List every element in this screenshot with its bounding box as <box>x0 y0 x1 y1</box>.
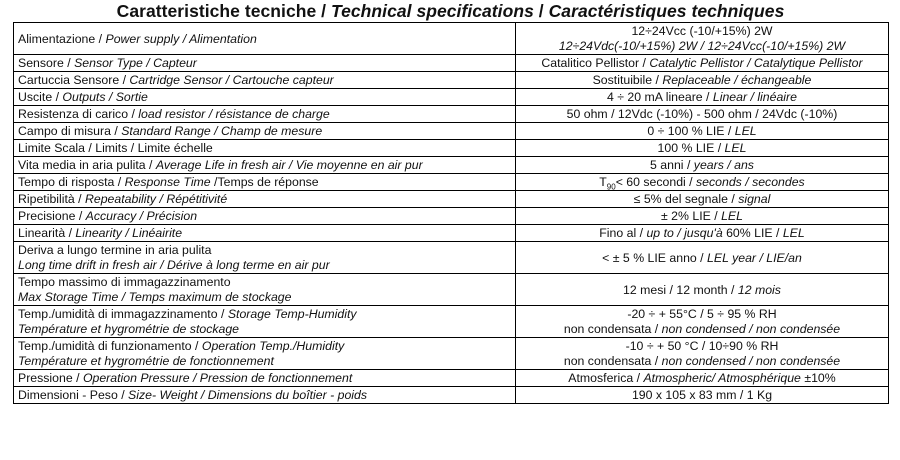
spec-value-cell <box>516 23 889 55</box>
cell-text: 50 ohm / 12Vdc (-10%) - 500 ohm / 24Vdc (-10%) <box>566 107 838 121</box>
cell-line <box>18 290 511 305</box>
cell-text: Power supply / Alimentation <box>105 31 257 46</box>
cell-text: 0 ÷ 100 % LIE / <box>647 124 735 138</box>
cell-text: Deriva a lungo termine in aria pulita <box>18 243 212 257</box>
cell-text: Température et hygrométrie de fonctionnement <box>18 353 274 368</box>
cell-text: Linearità / <box>18 226 76 240</box>
cell-line <box>520 24 884 39</box>
cell-text: 12 mois <box>737 282 781 297</box>
cell-text: T <box>599 175 607 189</box>
title-french: Caractéristiques techniques <box>548 1 785 21</box>
title-separator: / <box>533 1 549 21</box>
spec-row <box>14 23 889 55</box>
spec-label-cell <box>14 225 516 242</box>
technical-specifications-table <box>13 22 889 404</box>
cell-text: seconds / secondes <box>696 175 805 189</box>
cell-text: Operation Temp./Humidity <box>201 339 345 353</box>
spec-label-cell <box>14 208 516 225</box>
cell-text: Size- Weight / Dimensions du boîtier - poids <box>128 388 368 402</box>
cell-text: LEL <box>782 226 805 240</box>
cell-text: Campo di misura / <box>18 124 122 138</box>
cell-text: ± 2% LIE / <box>661 209 722 223</box>
spec-label-cell <box>14 106 516 123</box>
spec-row <box>14 157 889 174</box>
cell-line <box>18 354 511 369</box>
cell-text: LEL <box>721 209 743 223</box>
title-english: Technical specifications <box>331 1 534 21</box>
cell-text: Atmosferica / <box>568 371 644 385</box>
cell-text: Ripetibilità / <box>18 192 85 206</box>
cell-text: Precisione / <box>18 209 86 223</box>
cell-text: 5 anni / <box>650 158 694 172</box>
spec-label-cell <box>14 306 516 338</box>
spec-value-cell <box>516 89 889 106</box>
cell-text: Catalytic Pellistor / Catalytique Pellistor <box>649 56 863 70</box>
cell-line <box>520 322 884 337</box>
cell-text: LEL <box>724 141 747 155</box>
cell-text: Uscite / <box>18 90 63 104</box>
spec-value-cell <box>516 208 889 225</box>
cell-text: Long time drift in fresh air / Dérive à long terme en air pur <box>18 257 330 272</box>
spec-label-cell <box>14 123 516 140</box>
cell-text: 190 x 105 x 83 mm / 1 Kg <box>631 388 773 402</box>
cell-text: Fino al / <box>599 226 647 240</box>
spec-row <box>14 387 889 404</box>
cell-text: Catalitico Pellistor / <box>541 56 650 70</box>
cell-text: Tempo massimo di immagazzinamento <box>18 275 231 289</box>
spec-label-cell <box>14 242 516 274</box>
cell-text: Resistenza di carico / <box>18 107 139 121</box>
spec-row <box>14 191 889 208</box>
spec-row <box>14 306 889 338</box>
cell-line <box>520 354 884 369</box>
cell-line <box>520 339 884 354</box>
cell-line <box>18 339 511 354</box>
spec-row <box>14 174 889 191</box>
spec-value-cell <box>516 387 889 404</box>
cell-text: Linearity / Linéairite <box>75 226 183 240</box>
cell-text: Dimensioni - Peso / <box>18 388 129 402</box>
cell-text: LEL year / LIE/an <box>707 250 802 265</box>
spec-row <box>14 72 889 89</box>
spec-value-cell <box>516 338 889 370</box>
cell-text: ±10% <box>800 371 836 385</box>
spec-value-cell <box>516 157 889 174</box>
spec-label-cell <box>14 140 516 157</box>
spec-value-cell <box>516 72 889 89</box>
cell-text: 90 <box>606 182 616 191</box>
cell-text: ≤ 5% del segnale / <box>633 192 739 206</box>
cell-text: Sensor Type / Capteur <box>74 56 197 70</box>
spec-row <box>14 123 889 140</box>
cell-line <box>520 39 884 54</box>
cell-text: non condensata / <box>563 353 662 368</box>
cell-text: Limite Scala / Limits / Limite échelle <box>18 141 213 155</box>
spec-value-cell <box>516 274 889 306</box>
spec-value-cell <box>516 306 889 338</box>
spec-label-cell <box>14 387 516 404</box>
spec-table-title <box>13 0 888 22</box>
cell-line <box>18 307 511 322</box>
spec-value-cell <box>516 370 889 387</box>
spec-row <box>14 225 889 242</box>
cell-text: Operation Pressure / Pression de fonctionnement <box>82 371 353 385</box>
spec-label-cell <box>14 370 516 387</box>
cell-text: Cartridge Sensor / Cartouche capteur <box>129 73 334 87</box>
spec-label-cell <box>14 274 516 306</box>
cell-text: -20 ÷ + 55°C / 5 ÷ 95 % RH <box>627 307 777 321</box>
spec-value-cell <box>516 106 889 123</box>
cell-text: Storage Temp-Humidity <box>227 307 357 321</box>
cell-text: Temp./umidità di immagazzinamento / <box>18 307 228 321</box>
cell-text: /Temps de réponse <box>210 175 319 189</box>
cell-text: signal <box>738 192 771 206</box>
spec-row <box>14 208 889 225</box>
spec-label-cell <box>14 191 516 208</box>
cell-text: Standard Range / Champ de mesure <box>121 124 323 138</box>
spec-value-cell <box>516 225 889 242</box>
cell-line <box>18 322 511 337</box>
cell-text: up to / jusqu'à <box>646 226 723 240</box>
spec-row <box>14 242 889 274</box>
cell-text: < ± 5 % LIE anno / <box>602 250 708 265</box>
cell-text: Sostituibile / <box>592 73 663 87</box>
cell-text: Outputs / Sortie <box>62 90 148 104</box>
spec-value-cell <box>516 123 889 140</box>
spec-value-cell <box>516 191 889 208</box>
cell-text: Alimentazione / <box>18 31 106 46</box>
spec-label-cell <box>14 72 516 89</box>
spec-label-cell <box>14 55 516 72</box>
spec-row <box>14 55 889 72</box>
cell-text: Average Life in fresh air / Vie moyenne en air pur <box>155 158 423 172</box>
cell-text: Repeatability / Répétitivité <box>84 192 228 206</box>
spec-label-cell <box>14 157 516 174</box>
cell-text: Response Time <box>124 175 211 189</box>
cell-text: LEL <box>734 124 757 138</box>
cell-text: 12÷24Vdc(-10/+15%) 2W / 12÷24Vcc(-10/+15%) 2W <box>558 38 846 53</box>
cell-text: Pressione / <box>18 371 83 385</box>
cell-text: Replaceable / échangeable <box>662 73 812 87</box>
cell-text: Max Storage Time / Temps maximum de stockage <box>18 289 292 304</box>
cell-text: Atmospheric/ Atmosphérique <box>643 371 801 385</box>
cell-text: Sensore / <box>18 56 75 70</box>
cell-text: 12÷24Vcc (-10/+15%) 2W <box>631 24 773 38</box>
cell-text: 100 % LIE / <box>657 141 725 155</box>
spec-value-cell <box>516 242 889 274</box>
spec-label-cell <box>14 89 516 106</box>
cell-text: Vita media in aria pulita / <box>18 158 156 172</box>
cell-text: Température et hygrométrie de stockage <box>18 321 240 336</box>
spec-row <box>14 106 889 123</box>
cell-text: years / ans <box>693 158 754 172</box>
title-italian: Caratteristiche tecniche <box>116 1 317 21</box>
spec-value-cell <box>516 140 889 157</box>
spec-value-cell <box>516 174 889 191</box>
cell-text: non condensed / non condensée <box>661 353 841 368</box>
spec-label-cell <box>14 174 516 191</box>
title-separator: / <box>316 1 332 21</box>
cell-text: -10 ÷ + 50 °C / 10÷90 % RH <box>625 339 779 353</box>
cell-line <box>520 307 884 322</box>
cell-text: 12 mesi / 12 month / <box>623 282 738 297</box>
spec-label-cell <box>14 338 516 370</box>
spec-row <box>14 338 889 370</box>
cell-text: Temp./umidità di funzionamento / <box>18 339 202 353</box>
cell-line <box>18 258 511 273</box>
cell-text: load resistor / résistance de charge <box>138 107 330 121</box>
cell-text: non condensed / non condensée <box>661 321 841 336</box>
cell-text: Tempo di risposta / <box>18 175 125 189</box>
cell-line <box>18 243 511 258</box>
cell-text: 60% LIE / <box>722 226 783 240</box>
cell-text: Cartuccia Sensore / <box>18 73 130 87</box>
cell-text: Accuracy / Précision <box>85 209 198 223</box>
spec-row <box>14 370 889 387</box>
spec-row <box>14 274 889 306</box>
cell-text: 4 ÷ 20 mA lineare / <box>607 90 713 104</box>
spec-row <box>14 89 889 106</box>
spec-table-body <box>14 23 889 404</box>
cell-text: Linear / linéaire <box>712 90 797 104</box>
cell-line <box>18 275 511 290</box>
cell-text: non condensata / <box>563 321 662 336</box>
spec-label-cell <box>14 23 516 55</box>
cell-text: < 60 secondi / <box>615 175 697 189</box>
spec-value-cell <box>516 55 889 72</box>
spec-row <box>14 140 889 157</box>
